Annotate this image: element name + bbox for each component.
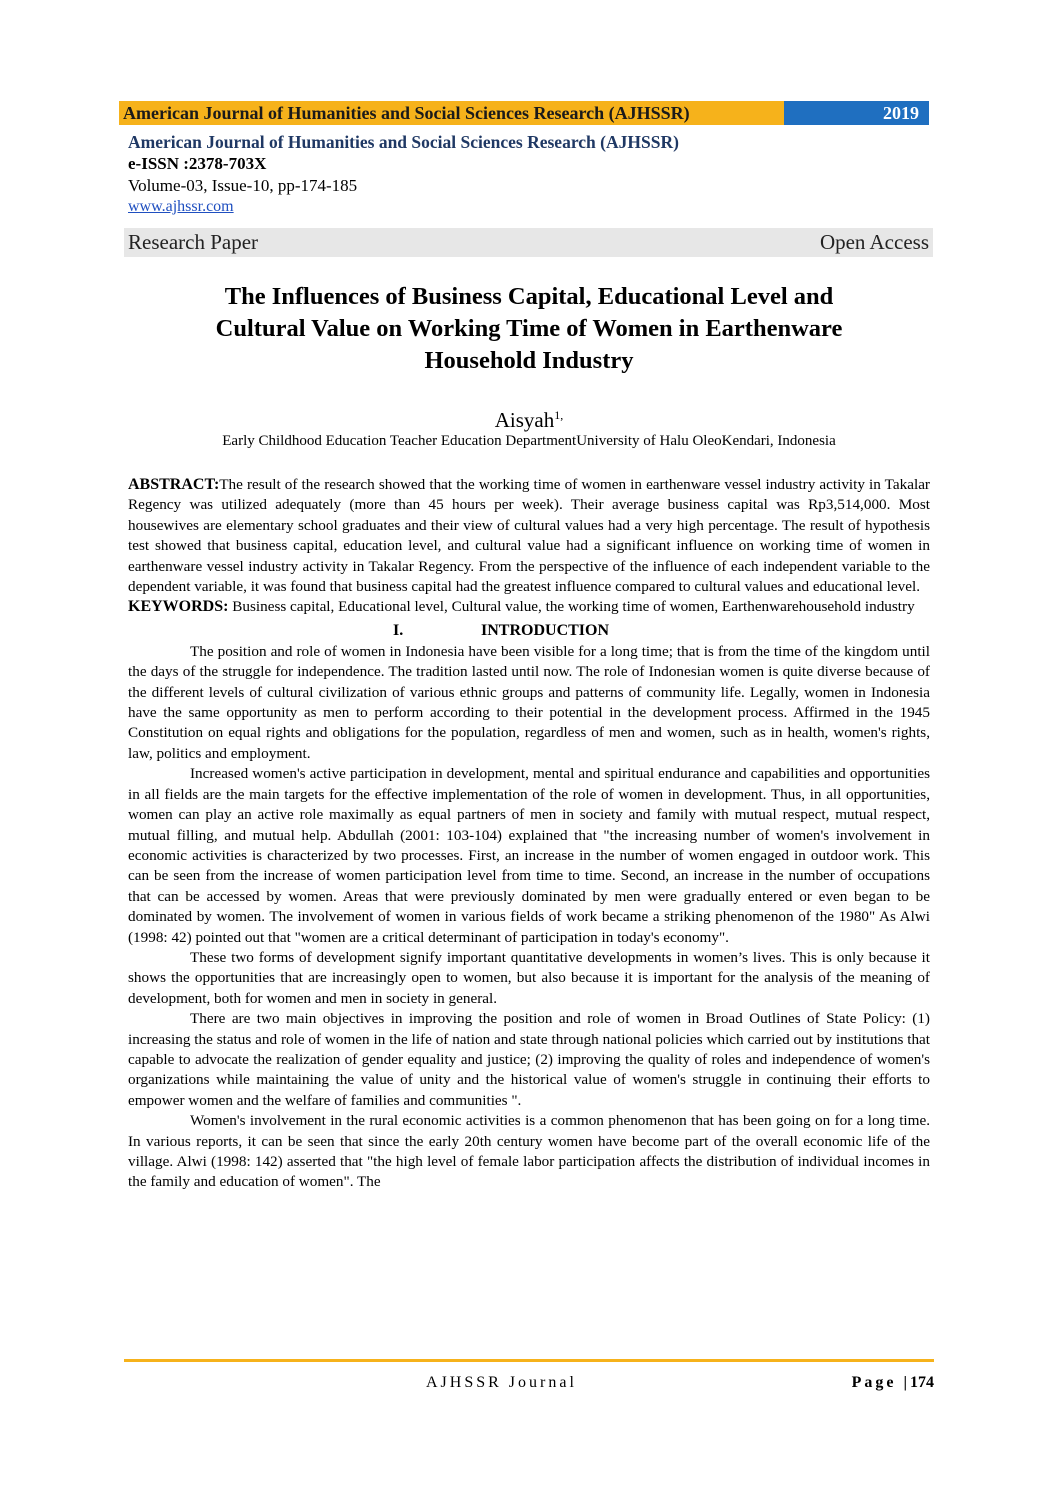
paper-type: Research Paper (128, 230, 259, 254)
page-footer (124, 1374, 934, 1396)
title-line: The Influences of Business Capital, Educational Level and (224, 283, 834, 310)
access-type: Open Access (819, 230, 929, 254)
paragraph: There are two main objectives in improving the position and role of women in Broad Outlines of State Policy: (1) increasing the status and role of women in the life of nation and state through national policies which carried out by institutions that capable to advocate the realization of gender equality and justice; (2) improving the quality of roles and independence of women's organizations while maintaining the value of unity and the historical value of women's struggle in continuing their efforts to empower women and the welfare of families and communities ". (128, 1010, 930, 1109)
page-number: 174 (910, 1374, 934, 1391)
footer-journal: AJHSSR Journal (426, 1374, 577, 1391)
author-affiliation: Early Childhood Education Teacher Education DepartmentUniversity of Halu OleoKendari, Indonesia (222, 433, 836, 449)
volume-info: Volume-03, Issue-10, pp-174-185 (128, 176, 358, 195)
page-label: Page | (851, 1374, 910, 1391)
abstract-label: ABSTRACT: (128, 476, 220, 493)
keywords-label: KEYWORDS: (128, 598, 229, 616)
journal-website-link[interactable]: www.ajhssr.com (128, 198, 234, 215)
abstract-text: The result of the research showed that the working time of women in earthenware vessel industry activity in Takalar Regency was utilized adequately (more than 45 hours per week). Their average business capital was Rp3,514,000. Most housewives are elementary school graduates and their view of cultural values had a very high percentage. The result of hypothesis test showed that business capital, education level, and cultural value had a significant influence on working time of women in earthenware vessel industry activity in Takalar Regency. From the perspective of the influence of each independent variable to the dependent variable, it was found that business capital had the greatest influence compared to cultural values and educational level. (128, 476, 930, 596)
author-name: Aisyah (494, 408, 555, 432)
journal-name: American Journal of Humanities and Social Sciences Research (AJHSSR) (128, 132, 679, 152)
keywords-text: Business capital, Educational level, Cultural value, the working time of women, Earthenwarehousehold industry (228, 598, 915, 616)
paragraph: These two forms of development signify important quantitative developments in women’s lives. This is only because it shows the opportunities that are increasingly open to women, but also because it is important for the analysis of the meaning of development, both for women and men in society in general. (128, 948, 930, 1007)
title-line: Cultural Value on Working Time of Women in Earthenware (215, 315, 843, 342)
author (120, 402, 938, 433)
section-heading (128, 620, 930, 642)
journal-header-bar (119, 101, 929, 125)
section-number: I. (393, 621, 404, 639)
paper-title (120, 281, 938, 377)
journal-meta (128, 131, 928, 217)
paragraph: Increased women's active participation in development, mental and spiritual endurance and capabilities and opportunities in all fields are the main targets for the effective implementation of the role of women in development. Thus, in all opportunities, women can play an active role maximally as equal partners of men in society and family with mutual respect, mutual respect, mutual filling, and mutual help. Abdullah (2001: 103-104) explained that "the increasing number of women's involvement in economic activities is characterized by two processes. First, an increase in the number of women engaged in outdoor work. This can be seen from the increase of women participation level from time to time. Second, an increase in the number of occupations that can be accessed by women. Areas that were previously dominated by men were gradually entered or even began to be dominated by women. The involvement of women in various fields of work became a striking phenomenon of the 1980" As Alwi (1998: 42) pointed out that "women are a critical determinant of participation in today's economy". (128, 765, 930, 946)
issn: e-ISSN :2378-703X (128, 154, 267, 173)
paragraph: Women's involvement in the rural economic activities is a common phenomenon that has been going on for a long time. In various reports, it can be seen that since the early 20th century women have become part of the overall economic life of the village. Alwi (1998: 142) asserted that "the high level of female labor participation affects the distribution of individual incomes in the family and education of women". The (128, 1112, 930, 1191)
paper-body (128, 475, 930, 1193)
author-affiliation-mark: 1, (554, 408, 564, 422)
keywords (128, 597, 930, 617)
title-line: Household Industry (424, 347, 634, 374)
journal-year: 2019 (784, 101, 929, 125)
paper-type-bar (124, 228, 933, 257)
page-number-block (852, 1374, 934, 1392)
section-title: INTRODUCTION (481, 621, 610, 639)
journal-bar-title: American Journal of Humanities and Social Sciences Research (AJHSSR) (119, 101, 784, 125)
paragraph: The position and role of women in Indonesia have been visible for a long time; that is from the time of the kingdom until the days of the struggle for independence. The tradition lasted until now. The role of Indonesian women is quite diverse because of the different levels of cultural civilization of various ethnic groups and patterns of community life. Legally, women in Indonesia have the same opportunity as men to perform according to their potential in the development process. Affirmed in the 1945 Constitution on equal rights and obligations for the population, regardless of men and women, such as in health, women's rights, law, politics and employment. (128, 642, 930, 762)
abstract (128, 475, 930, 597)
footer-rule (124, 1359, 934, 1362)
